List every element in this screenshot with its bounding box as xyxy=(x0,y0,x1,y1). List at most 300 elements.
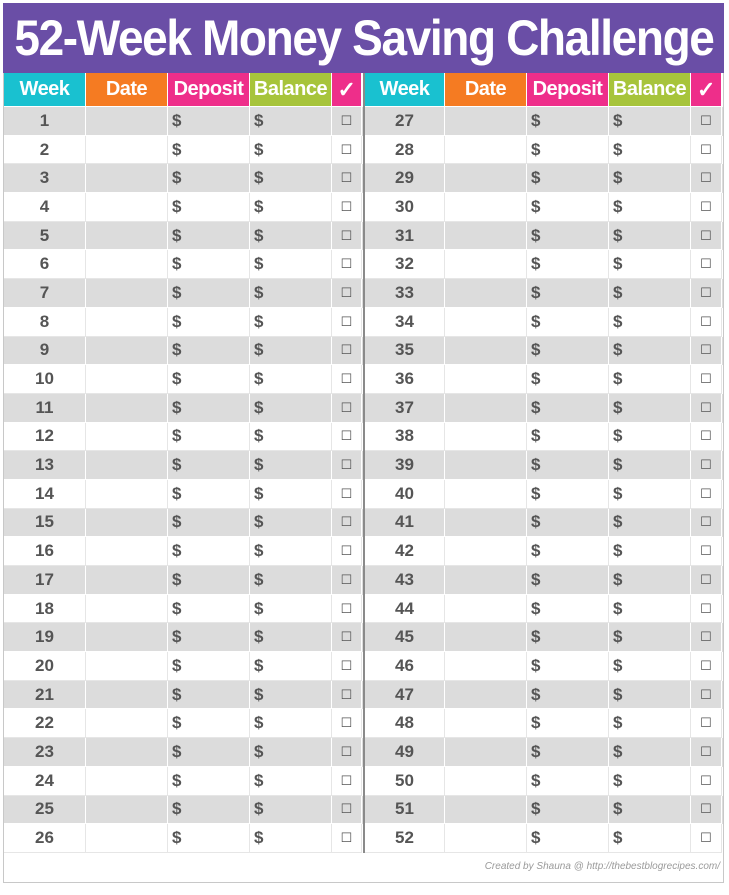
deposit-cell[interactable]: $ xyxy=(527,451,609,480)
deposit-cell[interactable]: $ xyxy=(527,480,609,509)
date-cell[interactable] xyxy=(86,767,168,796)
balance-cell[interactable]: $ xyxy=(250,595,332,624)
week-number: 3 xyxy=(4,164,86,193)
deposit-cell[interactable]: $ xyxy=(168,480,250,509)
balance-cell[interactable]: $ xyxy=(609,250,691,279)
checkbox[interactable]: ☐ xyxy=(332,222,362,251)
checkbox[interactable]: ☐ xyxy=(332,193,362,222)
deposit-cell[interactable]: $ xyxy=(527,509,609,538)
checkbox[interactable]: ☐ xyxy=(691,767,722,796)
deposit-cell[interactable]: $ xyxy=(527,767,609,796)
date-cell[interactable] xyxy=(445,566,527,595)
deposit-cell[interactable]: $ xyxy=(527,250,609,279)
date-cell[interactable] xyxy=(445,537,527,566)
deposit-cell[interactable]: $ xyxy=(168,681,250,710)
deposit-cell[interactable]: $ xyxy=(168,709,250,738)
balance-cell[interactable]: $ xyxy=(609,824,691,853)
date-cell[interactable] xyxy=(86,279,168,308)
week-number: 50 xyxy=(365,767,445,796)
col-header-balance: Balance xyxy=(250,73,332,106)
table-row xyxy=(4,394,363,423)
balance-cell[interactable]: $ xyxy=(609,136,691,165)
checkbox[interactable]: ☐ xyxy=(332,652,362,681)
table-row xyxy=(365,652,723,681)
deposit-cell[interactable]: $ xyxy=(168,250,250,279)
checkbox[interactable]: ☐ xyxy=(332,308,362,337)
deposit-cell[interactable]: $ xyxy=(527,738,609,767)
deposit-cell[interactable]: $ xyxy=(527,423,609,452)
checkbox[interactable]: ☐ xyxy=(332,767,362,796)
checkbox[interactable]: ☐ xyxy=(691,595,722,624)
balance-cell[interactable]: $ xyxy=(250,566,332,595)
checkbox[interactable]: ☐ xyxy=(691,136,722,165)
week-number: 44 xyxy=(365,595,445,624)
col-header-week: Week xyxy=(4,73,86,106)
week-number: 37 xyxy=(365,394,445,423)
deposit-cell[interactable]: $ xyxy=(168,193,250,222)
date-cell[interactable] xyxy=(86,136,168,165)
balance-cell[interactable]: $ xyxy=(609,509,691,538)
week-number: 48 xyxy=(365,709,445,738)
week-number: 28 xyxy=(365,136,445,165)
col-header-check: ✓ xyxy=(332,73,362,106)
checkbox[interactable]: ☐ xyxy=(691,250,722,279)
checkbox[interactable]: ☐ xyxy=(332,337,362,366)
checkbox[interactable]: ☐ xyxy=(332,451,362,480)
date-cell[interactable] xyxy=(86,193,168,222)
checkbox[interactable]: ☐ xyxy=(332,537,362,566)
checkbox[interactable]: ☐ xyxy=(332,107,362,136)
checkbox[interactable]: ☐ xyxy=(691,394,722,423)
table-row xyxy=(365,164,723,193)
table-row xyxy=(4,709,363,738)
deposit-cell[interactable]: $ xyxy=(168,738,250,767)
checkbox[interactable]: ☐ xyxy=(691,365,722,394)
week-number: 14 xyxy=(4,480,86,509)
deposit-cell[interactable]: $ xyxy=(168,652,250,681)
week-number: 18 xyxy=(4,595,86,624)
deposit-cell[interactable]: $ xyxy=(527,824,609,853)
deposit-cell[interactable]: $ xyxy=(527,566,609,595)
week-number: 24 xyxy=(4,767,86,796)
checkbox[interactable]: ☐ xyxy=(691,681,722,710)
date-cell[interactable] xyxy=(445,136,527,165)
checkbox[interactable]: ☐ xyxy=(332,623,362,652)
date-cell[interactable] xyxy=(86,824,168,853)
table-weeks-1-26 xyxy=(4,73,363,853)
balance-cell[interactable]: $ xyxy=(609,537,691,566)
deposit-cell[interactable]: $ xyxy=(168,423,250,452)
week-number: 21 xyxy=(4,681,86,710)
date-cell[interactable] xyxy=(86,796,168,825)
date-cell[interactable] xyxy=(86,250,168,279)
week-number: 17 xyxy=(4,566,86,595)
balance-cell[interactable]: $ xyxy=(250,423,332,452)
checkbox[interactable]: ☐ xyxy=(332,136,362,165)
balance-cell[interactable]: $ xyxy=(609,279,691,308)
date-cell[interactable] xyxy=(86,623,168,652)
week-number: 30 xyxy=(365,193,445,222)
checkbox[interactable]: ☐ xyxy=(691,509,722,538)
date-cell[interactable] xyxy=(445,107,527,136)
deposit-cell[interactable]: $ xyxy=(168,279,250,308)
date-cell[interactable] xyxy=(86,509,168,538)
checkbox[interactable]: ☐ xyxy=(332,709,362,738)
title-text: 52-Week Money Saving Challenge xyxy=(13,10,714,66)
deposit-cell[interactable]: $ xyxy=(168,824,250,853)
table-header-right xyxy=(365,73,723,107)
balance-cell[interactable]: $ xyxy=(609,595,691,624)
week-number: 9 xyxy=(4,337,86,366)
deposit-cell[interactable]: $ xyxy=(168,136,250,165)
date-cell[interactable] xyxy=(86,652,168,681)
date-cell[interactable] xyxy=(445,308,527,337)
balance-cell[interactable]: $ xyxy=(250,480,332,509)
table-row xyxy=(4,623,363,652)
week-number: 12 xyxy=(4,423,86,452)
table-row xyxy=(4,566,363,595)
table-row xyxy=(4,107,363,136)
date-cell[interactable] xyxy=(445,193,527,222)
week-number: 41 xyxy=(365,509,445,538)
deposit-cell[interactable]: $ xyxy=(168,222,250,251)
deposit-cell[interactable]: $ xyxy=(527,796,609,825)
checkbox[interactable]: ☐ xyxy=(691,107,722,136)
table-row xyxy=(365,509,723,538)
deposit-cell[interactable]: $ xyxy=(168,451,250,480)
date-cell[interactable] xyxy=(86,222,168,251)
week-number: 27 xyxy=(365,107,445,136)
date-cell[interactable] xyxy=(445,279,527,308)
balance-cell[interactable]: $ xyxy=(250,709,332,738)
date-cell[interactable] xyxy=(86,164,168,193)
balance-cell[interactable]: $ xyxy=(250,136,332,165)
date-cell[interactable] xyxy=(86,537,168,566)
date-cell[interactable] xyxy=(445,164,527,193)
balance-cell[interactable]: $ xyxy=(250,193,332,222)
table-row xyxy=(365,738,723,767)
deposit-cell[interactable]: $ xyxy=(168,164,250,193)
balance-cell[interactable]: $ xyxy=(250,451,332,480)
table-weeks-27-52 xyxy=(363,73,723,853)
table-row xyxy=(4,652,363,681)
checkbox[interactable]: ☐ xyxy=(332,394,362,423)
week-number: 22 xyxy=(4,709,86,738)
table-row xyxy=(4,738,363,767)
date-cell[interactable] xyxy=(86,709,168,738)
deposit-cell[interactable]: $ xyxy=(527,652,609,681)
checkbox[interactable]: ☐ xyxy=(691,222,722,251)
balance-cell[interactable]: $ xyxy=(609,709,691,738)
week-number: 16 xyxy=(4,537,86,566)
week-number: 42 xyxy=(365,537,445,566)
table-row xyxy=(4,537,363,566)
deposit-cell[interactable]: $ xyxy=(527,365,609,394)
deposit-cell[interactable]: $ xyxy=(168,623,250,652)
balance-cell[interactable]: $ xyxy=(250,623,332,652)
deposit-cell[interactable]: $ xyxy=(527,222,609,251)
table-row xyxy=(365,365,723,394)
table-row xyxy=(365,423,723,452)
date-cell[interactable] xyxy=(86,681,168,710)
checkbox[interactable]: ☐ xyxy=(691,537,722,566)
deposit-cell[interactable]: $ xyxy=(168,394,250,423)
date-cell[interactable] xyxy=(86,394,168,423)
checkbox[interactable]: ☐ xyxy=(332,681,362,710)
week-number: 34 xyxy=(365,308,445,337)
table-row xyxy=(365,566,723,595)
balance-cell[interactable]: $ xyxy=(250,365,332,394)
date-cell[interactable] xyxy=(86,595,168,624)
checkbox[interactable]: ☐ xyxy=(691,824,722,853)
deposit-cell[interactable]: $ xyxy=(168,308,250,337)
balance-cell[interactable]: $ xyxy=(609,193,691,222)
balance-cell[interactable]: $ xyxy=(250,337,332,366)
date-cell[interactable] xyxy=(86,107,168,136)
week-number: 11 xyxy=(4,394,86,423)
table-row xyxy=(365,824,723,853)
table-row xyxy=(365,107,723,136)
rows-left xyxy=(4,107,363,853)
balance-cell[interactable]: $ xyxy=(609,652,691,681)
date-cell[interactable] xyxy=(445,222,527,251)
col-header-date: Date xyxy=(445,73,527,106)
checkbox[interactable]: ☐ xyxy=(691,709,722,738)
date-cell[interactable] xyxy=(86,423,168,452)
table-row xyxy=(4,480,363,509)
balance-cell[interactable]: $ xyxy=(250,681,332,710)
table-row xyxy=(365,193,723,222)
week-number: 13 xyxy=(4,451,86,480)
balance-cell[interactable]: $ xyxy=(250,767,332,796)
balance-cell[interactable]: $ xyxy=(250,652,332,681)
week-number: 52 xyxy=(365,824,445,853)
date-cell[interactable] xyxy=(445,681,527,710)
checkbox[interactable]: ☐ xyxy=(691,652,722,681)
week-number: 36 xyxy=(365,365,445,394)
balance-cell[interactable]: $ xyxy=(609,337,691,366)
date-cell[interactable] xyxy=(445,709,527,738)
date-cell[interactable] xyxy=(445,337,527,366)
date-cell[interactable] xyxy=(445,595,527,624)
balance-cell[interactable]: $ xyxy=(250,222,332,251)
deposit-cell[interactable]: $ xyxy=(527,537,609,566)
table-row xyxy=(365,595,723,624)
date-cell[interactable] xyxy=(445,796,527,825)
deposit-cell[interactable]: $ xyxy=(527,337,609,366)
week-number: 38 xyxy=(365,423,445,452)
table-row xyxy=(365,681,723,710)
week-number: 35 xyxy=(365,337,445,366)
balance-cell[interactable]: $ xyxy=(609,796,691,825)
deposit-cell[interactable]: $ xyxy=(168,767,250,796)
checkbox[interactable]: ☐ xyxy=(691,193,722,222)
balance-cell[interactable]: $ xyxy=(609,365,691,394)
deposit-cell[interactable]: $ xyxy=(168,365,250,394)
page-title xyxy=(3,3,724,73)
checkbox[interactable]: ☐ xyxy=(691,623,722,652)
date-cell[interactable] xyxy=(445,738,527,767)
deposit-cell[interactable]: $ xyxy=(527,136,609,165)
balance-cell[interactable]: $ xyxy=(250,796,332,825)
week-number: 20 xyxy=(4,652,86,681)
table-row xyxy=(365,394,723,423)
table-row xyxy=(365,767,723,796)
table-row xyxy=(365,250,723,279)
deposit-cell[interactable]: $ xyxy=(168,337,250,366)
week-number: 45 xyxy=(365,623,445,652)
date-cell[interactable] xyxy=(445,480,527,509)
balance-cell[interactable]: $ xyxy=(609,681,691,710)
checkbox[interactable]: ☐ xyxy=(332,509,362,538)
table-row xyxy=(365,279,723,308)
balance-cell[interactable]: $ xyxy=(609,767,691,796)
table-row xyxy=(4,451,363,480)
deposit-cell[interactable]: $ xyxy=(527,308,609,337)
week-number: 15 xyxy=(4,509,86,538)
balance-cell[interactable]: $ xyxy=(609,566,691,595)
balance-cell[interactable]: $ xyxy=(250,279,332,308)
week-number: 31 xyxy=(365,222,445,251)
balance-cell[interactable]: $ xyxy=(609,222,691,251)
table-row xyxy=(365,709,723,738)
balance-cell[interactable]: $ xyxy=(250,250,332,279)
date-cell[interactable] xyxy=(86,451,168,480)
balance-cell[interactable]: $ xyxy=(609,107,691,136)
week-number: 6 xyxy=(4,250,86,279)
checkbox[interactable]: ☐ xyxy=(691,164,722,193)
table-row xyxy=(365,480,723,509)
checkbox[interactable]: ☐ xyxy=(332,595,362,624)
week-number: 39 xyxy=(365,451,445,480)
deposit-cell[interactable]: $ xyxy=(527,595,609,624)
balance-cell[interactable]: $ xyxy=(609,164,691,193)
balance-cell[interactable]: $ xyxy=(609,423,691,452)
checkbox[interactable]: ☐ xyxy=(332,566,362,595)
deposit-cell[interactable]: $ xyxy=(168,107,250,136)
week-number: 29 xyxy=(365,164,445,193)
date-cell[interactable] xyxy=(86,337,168,366)
week-number: 8 xyxy=(4,308,86,337)
balance-cell[interactable]: $ xyxy=(609,480,691,509)
checkbox[interactable]: ☐ xyxy=(332,365,362,394)
deposit-cell[interactable]: $ xyxy=(168,595,250,624)
deposit-cell[interactable]: $ xyxy=(527,279,609,308)
week-number: 40 xyxy=(365,480,445,509)
balance-cell[interactable]: $ xyxy=(250,509,332,538)
date-cell[interactable] xyxy=(86,566,168,595)
week-number: 7 xyxy=(4,279,86,308)
checkbox[interactable]: ☐ xyxy=(691,423,722,452)
deposit-cell[interactable]: $ xyxy=(527,394,609,423)
table-row xyxy=(365,222,723,251)
balance-cell[interactable]: $ xyxy=(250,394,332,423)
checkbox[interactable]: ☐ xyxy=(332,250,362,279)
date-cell[interactable] xyxy=(86,480,168,509)
date-cell[interactable] xyxy=(445,394,527,423)
balance-cell[interactable]: $ xyxy=(609,394,691,423)
col-header-deposit: Deposit xyxy=(168,73,250,106)
balance-cell[interactable]: $ xyxy=(250,738,332,767)
table-row xyxy=(365,537,723,566)
balance-cell[interactable]: $ xyxy=(609,451,691,480)
checkbox[interactable]: ☐ xyxy=(332,824,362,853)
date-cell[interactable] xyxy=(445,652,527,681)
date-cell[interactable] xyxy=(445,365,527,394)
checkbox[interactable]: ☐ xyxy=(691,480,722,509)
date-cell[interactable] xyxy=(445,250,527,279)
checkbox[interactable]: ☐ xyxy=(332,480,362,509)
checkbox[interactable]: ☐ xyxy=(332,164,362,193)
checkbox[interactable]: ☐ xyxy=(691,738,722,767)
balance-cell[interactable]: $ xyxy=(250,537,332,566)
table-row xyxy=(365,136,723,165)
rows-right xyxy=(365,107,723,853)
deposit-cell[interactable]: $ xyxy=(527,623,609,652)
date-cell[interactable] xyxy=(445,623,527,652)
table-row xyxy=(4,164,363,193)
tracker-tables xyxy=(4,73,723,853)
deposit-cell[interactable]: $ xyxy=(168,796,250,825)
deposit-cell[interactable]: $ xyxy=(527,164,609,193)
balance-cell[interactable]: $ xyxy=(609,738,691,767)
table-row xyxy=(4,337,363,366)
balance-cell[interactable]: $ xyxy=(609,623,691,652)
table-row xyxy=(4,681,363,710)
deposit-cell[interactable]: $ xyxy=(527,709,609,738)
balance-cell[interactable]: $ xyxy=(250,164,332,193)
checkbox[interactable]: ☐ xyxy=(691,308,722,337)
balance-cell[interactable]: $ xyxy=(250,308,332,337)
balance-cell[interactable]: $ xyxy=(250,824,332,853)
balance-cell[interactable]: $ xyxy=(609,308,691,337)
checkbox[interactable]: ☐ xyxy=(332,423,362,452)
deposit-cell[interactable]: $ xyxy=(168,566,250,595)
checkbox[interactable]: ☐ xyxy=(691,279,722,308)
balance-cell[interactable]: $ xyxy=(250,107,332,136)
checkbox[interactable]: ☐ xyxy=(332,738,362,767)
table-row xyxy=(4,222,363,251)
deposit-cell[interactable]: $ xyxy=(527,107,609,136)
deposit-cell[interactable]: $ xyxy=(527,681,609,710)
checkbox[interactable]: ☐ xyxy=(691,796,722,825)
date-cell[interactable] xyxy=(445,767,527,796)
table-row xyxy=(365,623,723,652)
table-row xyxy=(4,595,363,624)
date-cell[interactable] xyxy=(86,738,168,767)
date-cell[interactable] xyxy=(86,365,168,394)
deposit-cell[interactable]: $ xyxy=(527,193,609,222)
week-number: 49 xyxy=(365,738,445,767)
date-cell[interactable] xyxy=(445,824,527,853)
date-cell[interactable] xyxy=(445,451,527,480)
checkbox[interactable]: ☐ xyxy=(691,337,722,366)
checkbox[interactable]: ☐ xyxy=(691,451,722,480)
checkbox[interactable]: ☐ xyxy=(332,796,362,825)
table-row xyxy=(365,796,723,825)
checkbox[interactable]: ☐ xyxy=(691,566,722,595)
week-number: 32 xyxy=(365,250,445,279)
checkbox[interactable]: ☐ xyxy=(332,279,362,308)
date-cell[interactable] xyxy=(86,308,168,337)
date-cell[interactable] xyxy=(445,509,527,538)
date-cell[interactable] xyxy=(445,423,527,452)
week-number: 46 xyxy=(365,652,445,681)
col-header-deposit: Deposit xyxy=(527,73,609,106)
table-row xyxy=(4,767,363,796)
deposit-cell[interactable]: $ xyxy=(168,537,250,566)
deposit-cell[interactable]: $ xyxy=(168,509,250,538)
